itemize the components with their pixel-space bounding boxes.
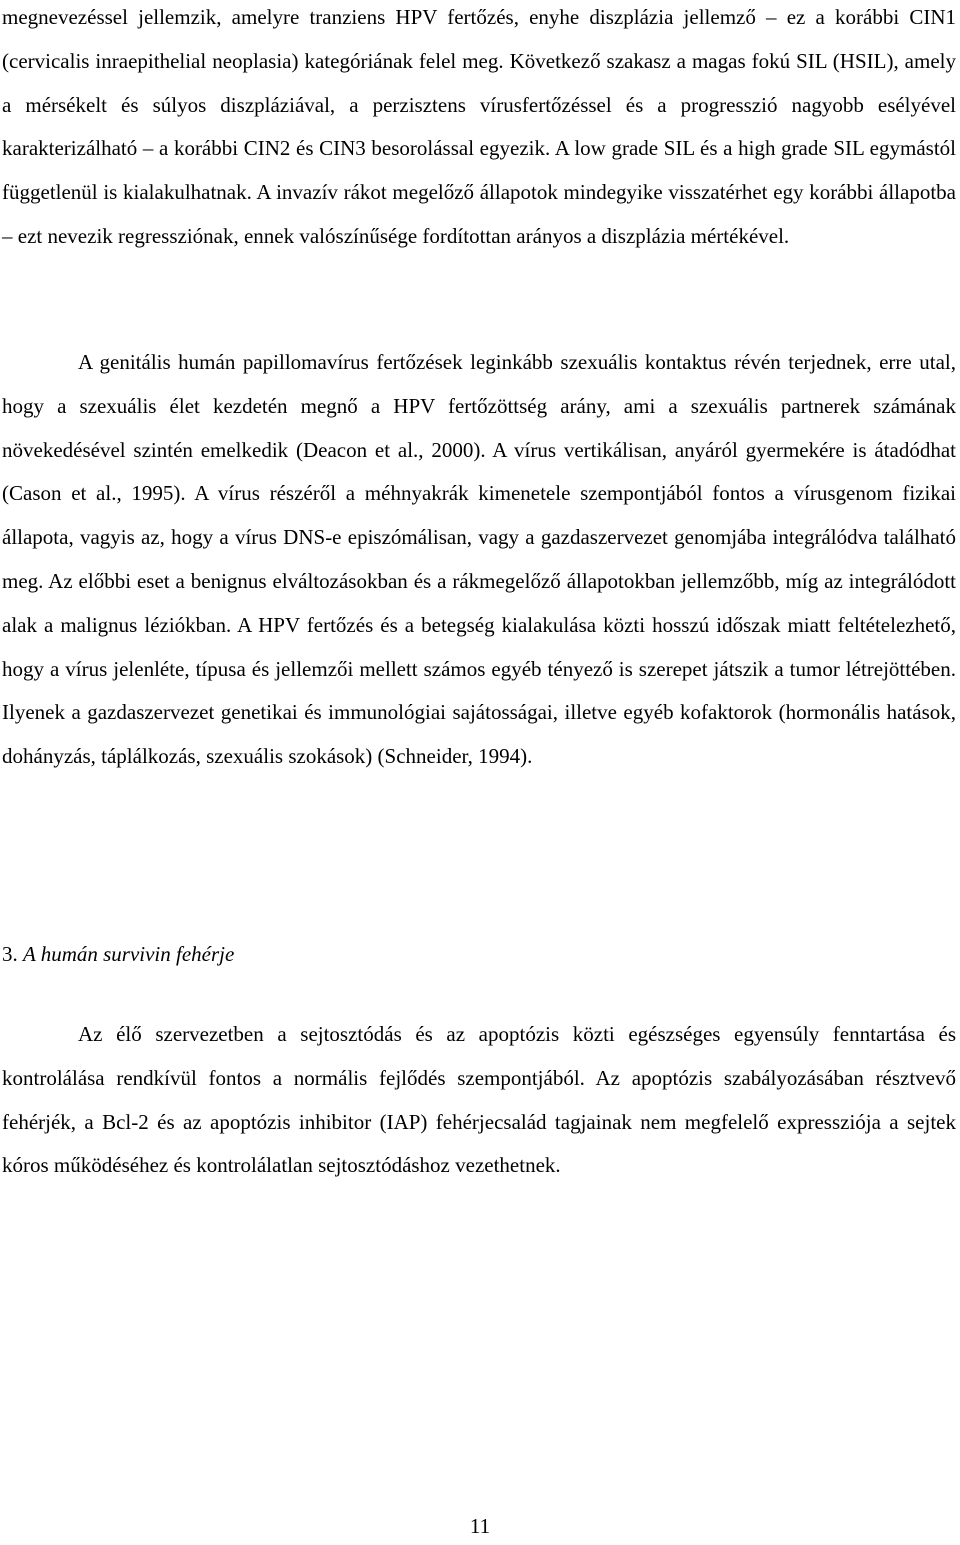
body-paragraph-continuation: megnevezéssel jellemzik, amelyre tranziens HPV fertőzés, enyhe diszplázia jellemző – ez a korábbi CIN1 (cervicalis inraepithelial neoplasia) kategóriának felel meg. Következő szakasz a magas fokú SIL (HSIL), amely a mérsékelt és súlyos diszpláziával, a perzisztens vírusfertőzéssel és a progresszió nagyobb esélyével karakterizálható – a korábbi CIN2 és CIN3 besorolással egyezik. A low grade SIL és a high grade SIL egymástól függetlenül is kialakulhatnak. A invazív rákot megelőző állapotok mindegyike visszatérhet egy korábbi állapotba – ezt nevezik regressziónak, ennek valószínűsége fordítottan arányos a diszplázia mértékével. <box>2 5 956 248</box>
body-paragraph-hpv-transmission: A genitális humán papillomavírus fertőzések leginkább szexuális kontaktus révén terjednek, erre utal, hogy a szexuális élet kezdetén megnő a HPV fertőzöttség arány, ami a szexuális partnerek számának növekedésével szintén emelkedik (Deacon et al., 2000). A vírus vertikálisan, anyáról gyermekére is átadódhat (Cason et al., 1995). A vírus részéről a méhnyakrák kimenetele szempontjából fontos a vírusgenom fizikai állapota, vagyis az, hogy a vírus DNS-e episzómálisan, vagy a gazdaszervezet genomjába integrálódva található meg. Az előbbi eset a benignus elváltozásokban és a rákmegelőző állapotokban jellemzőbb, míg az integrálódott alak a malignus léziókban. A HPV fertőzés és a betegség kialakulása közti hosszú időszak miatt feltételezhető, hogy a vírus jelenléte, típusa és jellemzői mellett számos egyéb tényező is szerepet játszik a tumor létrejöttében. Ilyenek a gazdaszervezet genetikai és immunológiai sajátosságai, illetve egyéb kofaktorok (hormonális hatások, dohányzás, táplálkozás, szexuális szokások) (Schneider, 1994). <box>2 350 956 769</box>
section-heading <box>2 933 234 977</box>
body-paragraph-apoptosis: Az élő szervezetben a sejtosztódás és az apoptózis közti egészséges egyensúly fenntartása és kontrolálása rendkívül fontos a normális fejlődés szempontjából. Az apoptózis szabályozásában résztvevő fehérjék, a Bcl-2 és az apoptózis inhibitor (IAP) fehérjecsalád tagjainak nem megfelelő expressziója a sejtek kóros működéséhez és kontrolálatlan sejtosztódáshoz vezethetnek. <box>2 1022 956 1178</box>
page-number: 11 <box>469 1514 491 1538</box>
section-number: 3. <box>2 942 18 966</box>
section-title: A humán survivin fehérje <box>23 942 235 966</box>
